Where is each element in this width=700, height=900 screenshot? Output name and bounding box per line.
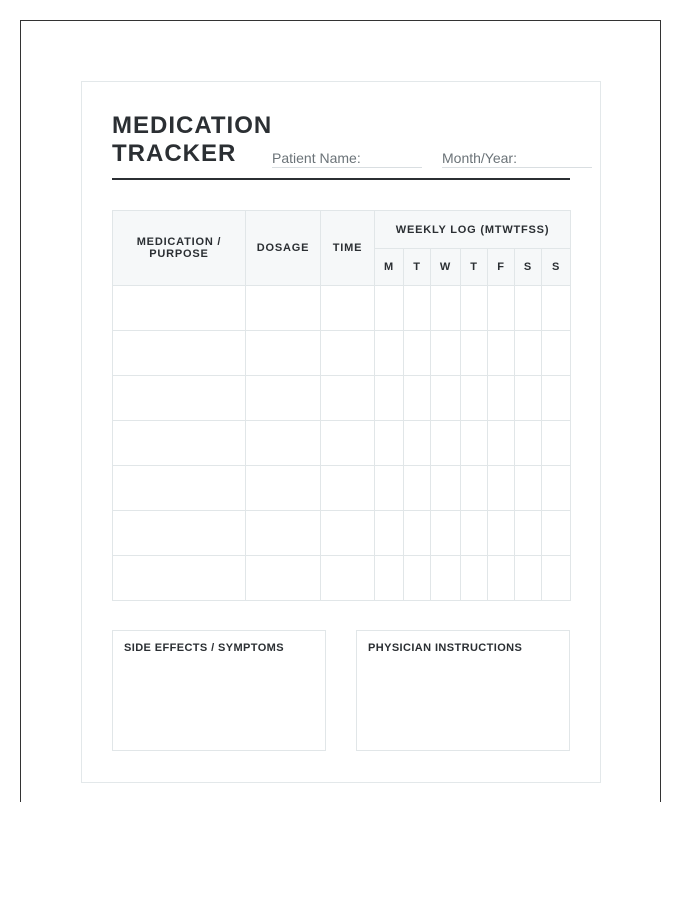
day-check-cell[interactable]	[461, 376, 488, 421]
day-check-cell[interactable]	[542, 376, 571, 421]
day-check-cell[interactable]	[488, 286, 515, 331]
medication-log-table	[112, 210, 571, 601]
day-check-cell[interactable]	[431, 556, 461, 601]
physician-instructions-box[interactable]	[356, 630, 570, 751]
side-effects-box[interactable]	[112, 630, 326, 751]
day-check-cell[interactable]	[488, 511, 515, 556]
table-row	[113, 466, 571, 511]
day-check-cell[interactable]	[431, 421, 461, 466]
month-year-field[interactable]: Month/Year:	[442, 150, 592, 168]
entry-cell[interactable]	[113, 331, 246, 376]
day-check-cell[interactable]	[431, 466, 461, 511]
day-check-cell[interactable]	[542, 421, 571, 466]
entry-cell[interactable]	[113, 466, 246, 511]
day-check-cell[interactable]	[375, 286, 404, 331]
table-row	[113, 511, 571, 556]
day-check-cell[interactable]	[515, 376, 542, 421]
day-check-cell[interactable]	[404, 376, 431, 421]
entry-cell[interactable]	[246, 421, 321, 466]
day-header-sat: S	[515, 249, 542, 286]
day-check-cell[interactable]	[431, 331, 461, 376]
day-check-cell[interactable]	[515, 331, 542, 376]
day-header-thu: T	[461, 249, 488, 286]
entry-cell[interactable]	[321, 466, 375, 511]
entry-cell[interactable]	[321, 511, 375, 556]
col-header-medication: MEDICATION / PURPOSE	[113, 211, 246, 286]
entry-cell[interactable]	[246, 286, 321, 331]
day-check-cell[interactable]	[488, 421, 515, 466]
day-check-cell[interactable]	[461, 286, 488, 331]
day-check-cell[interactable]	[515, 421, 542, 466]
entry-cell[interactable]	[113, 556, 246, 601]
entry-cell[interactable]	[246, 376, 321, 421]
day-check-cell[interactable]	[431, 286, 461, 331]
entry-cell[interactable]	[246, 511, 321, 556]
day-header-sun: S	[542, 249, 571, 286]
day-check-cell[interactable]	[488, 466, 515, 511]
entry-cell[interactable]	[246, 331, 321, 376]
day-check-cell[interactable]	[542, 466, 571, 511]
entry-cell[interactable]	[321, 376, 375, 421]
day-check-cell[interactable]	[461, 466, 488, 511]
title-line-1: MEDICATION	[112, 112, 273, 139]
day-header-wed: W	[431, 249, 461, 286]
entry-cell[interactable]	[246, 466, 321, 511]
day-check-cell[interactable]	[375, 511, 404, 556]
side-effects-label: SIDE EFFECTS / SYMPTOMS	[124, 642, 284, 654]
day-check-cell[interactable]	[404, 286, 431, 331]
day-check-cell[interactable]	[542, 511, 571, 556]
day-check-cell[interactable]	[375, 466, 404, 511]
day-check-cell[interactable]	[515, 556, 542, 601]
title-line-2: TRACKER	[112, 140, 237, 167]
day-check-cell[interactable]	[515, 286, 542, 331]
log-rows	[113, 286, 571, 601]
day-check-cell[interactable]	[488, 556, 515, 601]
entry-cell[interactable]	[321, 286, 375, 331]
day-check-cell[interactable]	[542, 331, 571, 376]
day-check-cell[interactable]	[375, 331, 404, 376]
entry-cell[interactable]	[321, 421, 375, 466]
day-check-cell[interactable]	[461, 421, 488, 466]
day-check-cell[interactable]	[404, 511, 431, 556]
col-header-dosage: DOSAGE	[246, 211, 321, 286]
col-header-weekly-log: WEEKLY LOG (MTWTFSS)	[375, 211, 571, 249]
day-header-mon: M	[375, 249, 404, 286]
day-check-cell[interactable]	[404, 556, 431, 601]
day-check-cell[interactable]	[375, 376, 404, 421]
day-check-cell[interactable]	[404, 331, 431, 376]
entry-cell[interactable]	[113, 421, 246, 466]
entry-cell[interactable]	[321, 331, 375, 376]
header-divider	[112, 178, 570, 180]
table-row	[113, 286, 571, 331]
page-title	[112, 112, 272, 168]
day-check-cell[interactable]	[461, 331, 488, 376]
physician-instructions-label: PHYSICIAN INSTRUCTIONS	[368, 642, 523, 654]
day-header-fri: F	[488, 249, 515, 286]
entry-cell[interactable]	[321, 556, 375, 601]
day-check-cell[interactable]	[375, 556, 404, 601]
day-check-cell[interactable]	[375, 421, 404, 466]
day-check-cell[interactable]	[431, 511, 461, 556]
day-check-cell[interactable]	[488, 376, 515, 421]
day-check-cell[interactable]	[515, 466, 542, 511]
entry-cell[interactable]	[113, 286, 246, 331]
table-row	[113, 556, 571, 601]
day-check-cell[interactable]	[515, 511, 542, 556]
col-header-time: TIME	[321, 211, 375, 286]
day-check-cell[interactable]	[461, 556, 488, 601]
entry-cell[interactable]	[246, 556, 321, 601]
table-row	[113, 331, 571, 376]
day-check-cell[interactable]	[461, 511, 488, 556]
day-check-cell[interactable]	[431, 376, 461, 421]
entry-cell[interactable]	[113, 376, 246, 421]
entry-cell[interactable]	[113, 511, 246, 556]
day-check-cell[interactable]	[542, 286, 571, 331]
table-row	[113, 376, 571, 421]
table-row	[113, 421, 571, 466]
day-check-cell[interactable]	[404, 421, 431, 466]
day-check-cell[interactable]	[404, 466, 431, 511]
day-check-cell[interactable]	[542, 556, 571, 601]
day-header-tue: T	[404, 249, 431, 286]
day-check-cell[interactable]	[488, 331, 515, 376]
patient-name-field[interactable]: Patient Name:	[272, 150, 422, 168]
